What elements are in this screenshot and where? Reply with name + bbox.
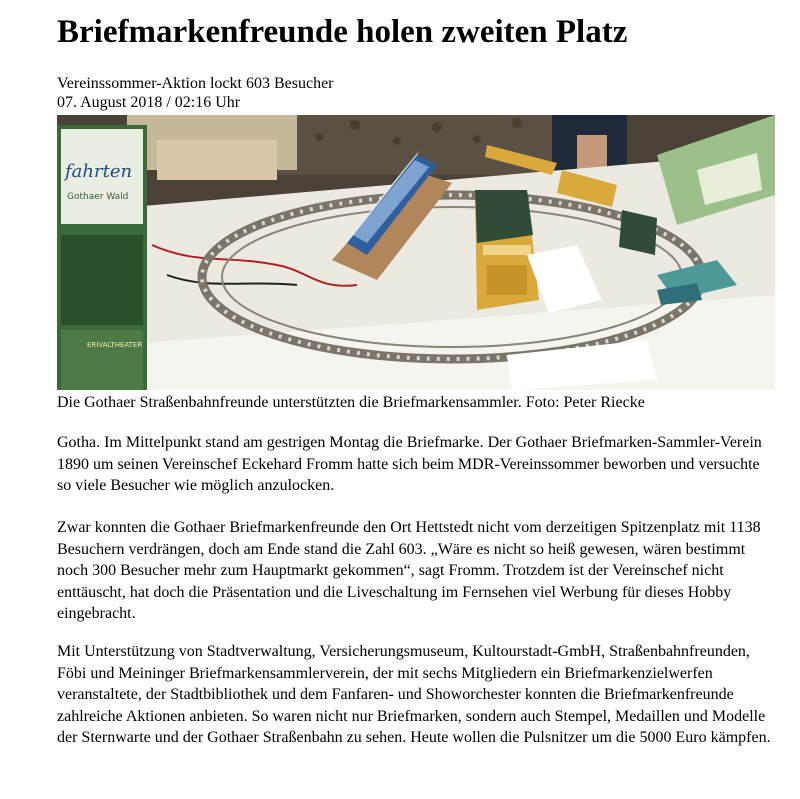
article-dateline: 07. August 2018 / 02:16 Uhr: [57, 94, 241, 111]
article-paragraph: Zwar konnten die Gothaer Briefmarkenfreunde den Ort Hettstedt nicht vom derzeitigen Spitzenplatz mit 1138 Besuchern verdrängen, doch am Ende stand die Zahl 603. „Wäre es nicht so heiß gewesen, wären bestimmt noch 300 Besucher mehr zum Hauptmarkt gekommen“, sagt Fromm. Trotzdem ist der Vereinschef nicht enttäuscht, hat doch die Präsentation und die Liveschaltung im Fernsehen viel Werbung für dieses Hobby eingebracht.: [57, 519, 761, 622]
article-photo: [57, 115, 775, 390]
banner-subtitle: Gothaer Wald: [67, 192, 129, 202]
article-headline: Briefmarkenfreunde holen zweiten Platz: [57, 14, 628, 50]
banner-sign: [57, 125, 147, 390]
article-paragraph: Mit Unterstützung von Stadtverwaltung, Versicherungsmuseum, Kultourstadt-GmbH, Straßenbahnfreunden, Föbi und Meininger Briefmarkensammlerverein, der mit sechs Mitgliedern ein Briefmarkenzielwerfen veranstaltete, der Stadtbibliothek und dem Fanfaren- und Showorchester konnten die Briefmarkenfreunde zahlreiche Aktionen anbieten. So waren nicht nur Briefmarken, sondern auch Stempel, Medaillen und Modelle der Sternwarte und der Gothaer Straßenbahn zu sehen. Heute wollen die Pulsnitzer um die 5000 Euro kämpfen.: [57, 643, 771, 746]
banner-title: fahrten: [65, 161, 133, 182]
article-subheadline: Vereinssommer-Aktion lockt 603 Besucher: [57, 75, 334, 92]
photo-caption: Die Gothaer Straßenbahnfreunde unterstützten die Briefmarkensammler. Foto: Peter Riecke: [57, 394, 645, 411]
box-label: ERIVALTHEATER: [87, 341, 143, 349]
article-paragraph: Gotha. Im Mittelpunkt stand am gestrigen Montag die Briefmarke. Der Gothaer Briefmarken-Sammler-Verein 1890 um seinen Vereinschef Eckehard Fromm hatte sich beim MDR-Vereinssommer beworben und versuchte so viele Besucher wie möglich anzulocken.: [57, 434, 762, 494]
